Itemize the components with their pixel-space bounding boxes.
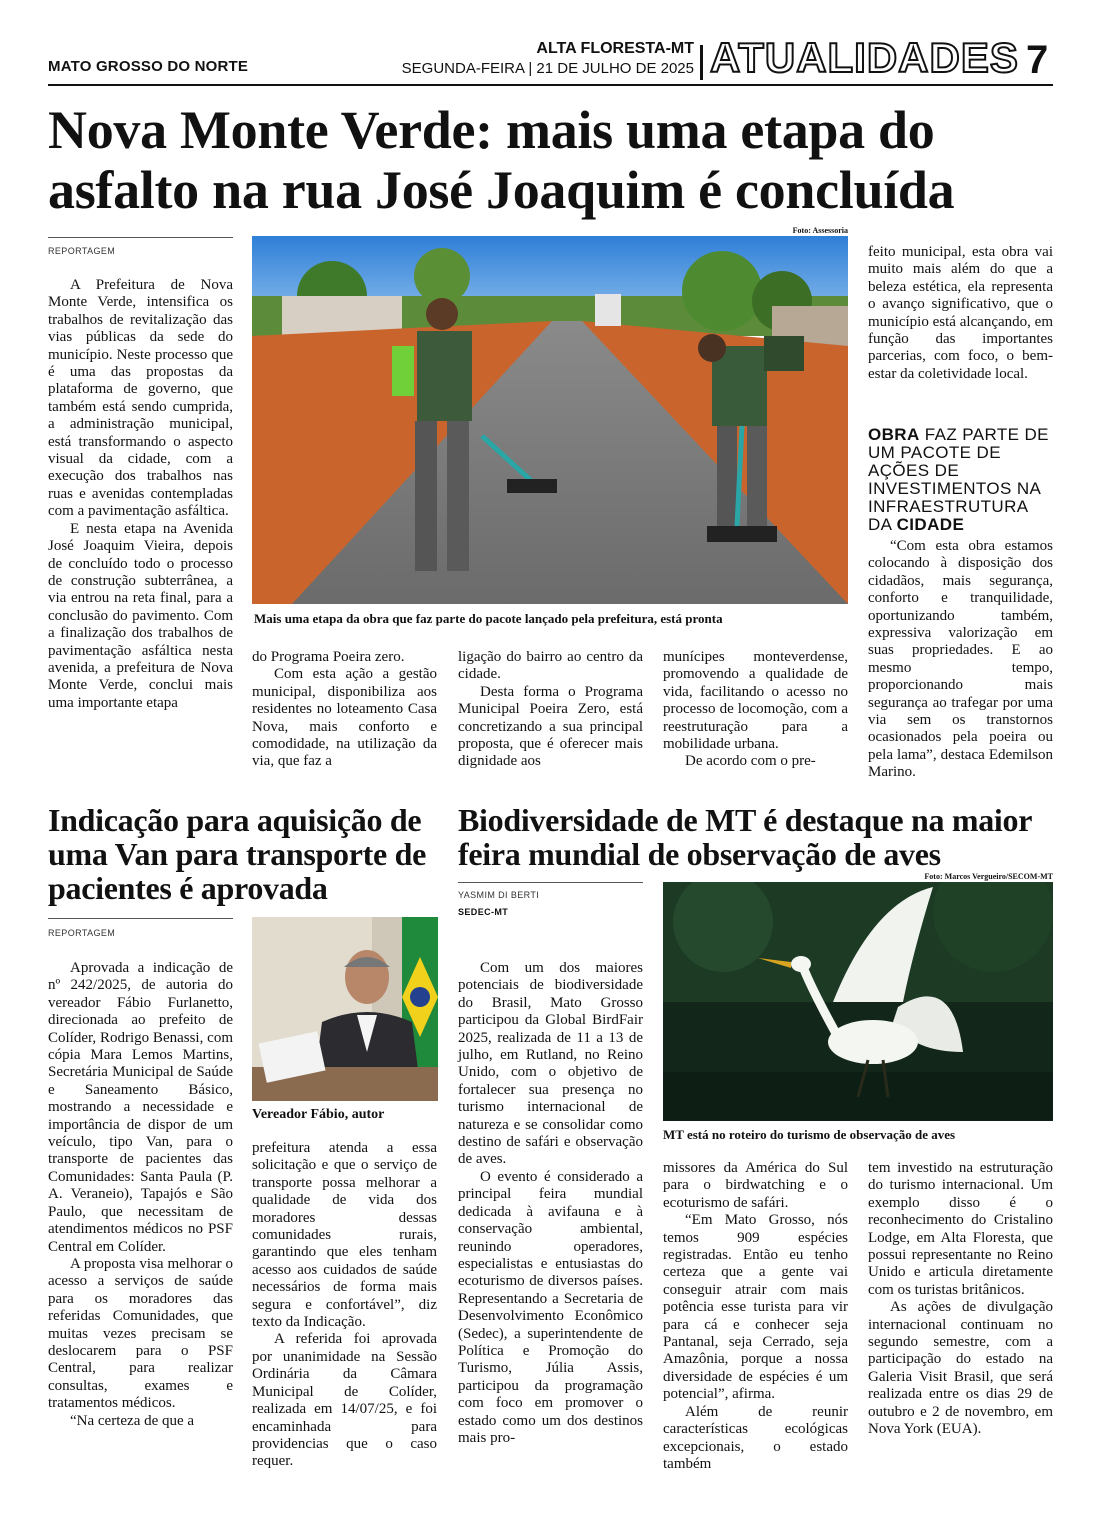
story3-column-2 — [663, 1160, 848, 1473]
paragraph: Com esta ação a gestão municipal, disponibiliza aos residentes no loteamento Casa Nova, mais conforto e comodidade, na utilização da via, que faz a — [252, 666, 437, 770]
paragraph: Aprovada a indicação de nº 242/2025, de autoria do vereador Fábio Furlanetto, direcionada ao prefeito de Colíder, Rodrigo Benassi, com cópia Mara Lemos Martins, Secretária Municipal de Saúde e Saneamento Básico, mostrando a necessidade e importância de dispor de um veículo, tipo Van, para o transporte de pacientes das Comunidades: Santa Paula (P. A. Veraneio), Tapajós e São Paulo, que necessitam de atendimentos médicos no PSF Central em Colíder. — [48, 960, 233, 1255]
paragraph: As ações de divulgação internacional continuam no segundo semestre, com a participação do estado na Galeria Visit Brasil, que será realizada entre os dias 29 de outubro e 2 de novembro, em Nova York (EUA). — [868, 1299, 1053, 1438]
pull-quote-bold: CIDADE — [896, 515, 965, 534]
byline-rule — [48, 237, 233, 238]
story3-author: YASMIM DI BERTI — [458, 890, 540, 900]
paragraph: E nesta etapa na Avenida José Joaquim Vieira, depois de concluído todo o processo de construção subterrânea, a via entrou na reta final, para a conclusão do pavimento. Com a finalização dos trabalhos de pavimentação asfáltica nesta avenida, a prefeitura de Nova Monte Verde, conclui mais uma importante etapa — [48, 520, 233, 711]
edition-place: ALTA FLORESTA-MT — [536, 40, 694, 57]
story1-photo-caption: Mais uma etapa da obra que faz parte do pacote lançado pela prefeitura, está pronta — [254, 611, 723, 626]
story3-column-1 — [458, 960, 643, 1447]
paragraph: feito municipal, esta obra vai muito mais além do que a beleza estética, ela representa o avanço significativo, que o município está alcançando, em função das importantes parcerias, com foco, o bem-estar da coletividade local. — [868, 244, 1053, 382]
story1-column-3 — [458, 649, 643, 771]
story1-column-4 — [663, 649, 848, 771]
story1-pull-quote — [868, 426, 1053, 534]
story3-photo-credit: Foto: Marcos Vergueiro/SECOM-MT — [924, 872, 1053, 881]
story3-column-3 — [868, 1160, 1053, 1439]
story1-column-1 — [48, 277, 233, 712]
egret-photo — [663, 882, 1053, 1121]
paragraph: missores da América do Sul para o birdwatching e o ecoturismo de safári. — [663, 1160, 848, 1211]
story1-column-2 — [252, 649, 437, 771]
header-rule — [48, 84, 1053, 86]
paragraph: Com um dos maiores potenciais de biodiversidade do Brasil, Mato Grosso participou da Global BirdFair 2025, realizada de 11 a 13 de julho, em Rutland, no Reino Unido, com o objetivo de fortalecer sua presença no turismo internacional de natureza e se consolidar como destino de safári e observação de aves. — [458, 960, 643, 1168]
story1-photo-credit: Foto: Assessoria — [792, 226, 848, 235]
story3-headline: Biodiversidade de MT é destaque na maior feira mundial de observação de aves — [458, 802, 1032, 872]
story2-headline: Indicação para aquisição de uma Van para transporte de pacientes é aprovada — [48, 802, 427, 906]
paragraph: prefeitura atenda a essa solicitação e que o serviço de transporte possa melhorar a qualidade de vida dos moradores dessas comunidades rurais, garantindo que eles tenham acesso aos cuidados de saúde necessários de forma mais segura e confortável”, diz texto da Indicação. — [252, 1140, 437, 1331]
paragraph: “Em Mato Grosso, nós temos 909 espécies registradas. Então eu tenho certeza que a gente vai conseguir atrair com mais potência esse turista para vir para cá e conhecer seja Pantanal, seja Cerrado, seja Amazônia, porque a nossa diversidade de espécies é um potencial”, afirma. — [663, 1212, 848, 1403]
header-separator — [700, 45, 703, 80]
pull-quote-text: FAZ PARTE DE UM PACOTE DE AÇÕES DE INVESTIMENTOS NA INFRAESTRUTURA DA — [868, 425, 1049, 534]
section-title: ATUALIDADES — [710, 34, 1019, 81]
paragraph: A Prefeitura de Nova Monte Verde, intensifica os trabalhos de revitalização das vias públicas da sede do município. Neste processo que é uma das propostas da plataforma de governo, que também está sendo cumprida, a administração municipal, está transformando o aspecto visual da cidade, com a execução dos trabalhos nas ruas e avenidas contempladas com a pavimentação asfáltica. — [48, 277, 233, 520]
story1-column-5-bottom — [868, 538, 1053, 782]
road-workers-photo — [252, 236, 848, 604]
paragraph: Além de reunir características ecológicas excepcionais, o estado também — [663, 1403, 848, 1472]
paragraph: De acordo com o pre- — [685, 753, 816, 770]
paragraph: do Programa Poeira zero. — [252, 649, 405, 665]
paragraph: Desta forma o Programa Municipal Poeira Zero, está concretizando a sua principal proposta, que é oferecer mais dignidade aos — [458, 683, 643, 770]
paragraph: “Com esta obra estamos colocando à disposição dos cidadãos, mais segurança, conforto e tranquilidade, oportunizando também, expressiva valorização em suas propriedades. E ao mesmo tempo, proporcionando mais segurança ao trafegar por uma via sem os transtornos ocasionados pela poeira ou pela lama”, destaca Edemilson Marino. — [868, 538, 1053, 781]
story2-byline: REPORTAGEM — [48, 928, 116, 938]
paragraph: munícipes monteverdense, promovendo a qualidade de vida, facilitando o acesso no processo de locomoção, com a reestruturação para a mobilidade urbana. — [663, 649, 848, 753]
paragraph: tem investido na estruturação do turismo internacional. Um exemplo disso é o reconhecimento do Cristalino Lodge, em Alta Floresta, que possui representante no Reino Unido e articula diretamente com os turistas britânicos. — [868, 1160, 1053, 1298]
story3-photo-caption: MT está no roteiro do turismo de observação de aves — [663, 1127, 956, 1142]
story1-byline: REPORTAGEM — [48, 246, 116, 256]
story1-headline: Nova Monte Verde: mais uma etapa do asfalto na rua José Joaquim é concluída — [48, 100, 955, 220]
page-number: 7 — [1026, 38, 1049, 82]
story3-agency: SEDEC-MT — [458, 907, 509, 917]
newspaper-name: MATO GROSSO DO NORTE — [48, 58, 249, 75]
story1-column-5-top — [868, 244, 1053, 383]
byline-rule — [48, 918, 233, 919]
paragraph: ligação do bairro ao centro da cidade. — [458, 649, 643, 683]
pull-quote-bold: OBRA — [868, 425, 920, 444]
paragraph: A referida foi aprovada por unanimidade na Sessão Ordinária da Câmara Municipal de Colíder, realizada em 14/07/25, e foi encaminhada para providencias que o caso requer. — [252, 1331, 437, 1470]
councilman-photo — [252, 917, 438, 1101]
paragraph: A proposta visa melhorar o acesso a serviços de saúde para os moradores das referidas Comunidades, que muitas vezes precisam se deslocarem para o PSF Central, para realizar consultas, exames e tratamentos médicos. — [48, 1255, 233, 1412]
byline-rule — [458, 882, 643, 883]
story2-photo-caption: Vereador Fábio, autor — [252, 1107, 385, 1122]
paragraph: O evento é considerado a principal feira mundial dedicada à avifauna e à conservação ambiental, reunindo operadores, especialistas e entusiastas do ecoturismo de diversos países. Representando a Secretaria de Desenvolvimento Econômico (Sedec), a superintendente de Política e Promoção do Turismo, Júlia Assis, participou da programação com foco em promover o estado como um dos destinos mais pro- — [458, 1168, 643, 1446]
story2-column-2 — [252, 1140, 437, 1471]
story2-column-1 — [48, 960, 233, 1430]
paragraph: “Na certeza de que a — [70, 1412, 195, 1429]
edition-date: SEGUNDA-FEIRA | 21 DE JULHO DE 2025 — [401, 60, 694, 77]
